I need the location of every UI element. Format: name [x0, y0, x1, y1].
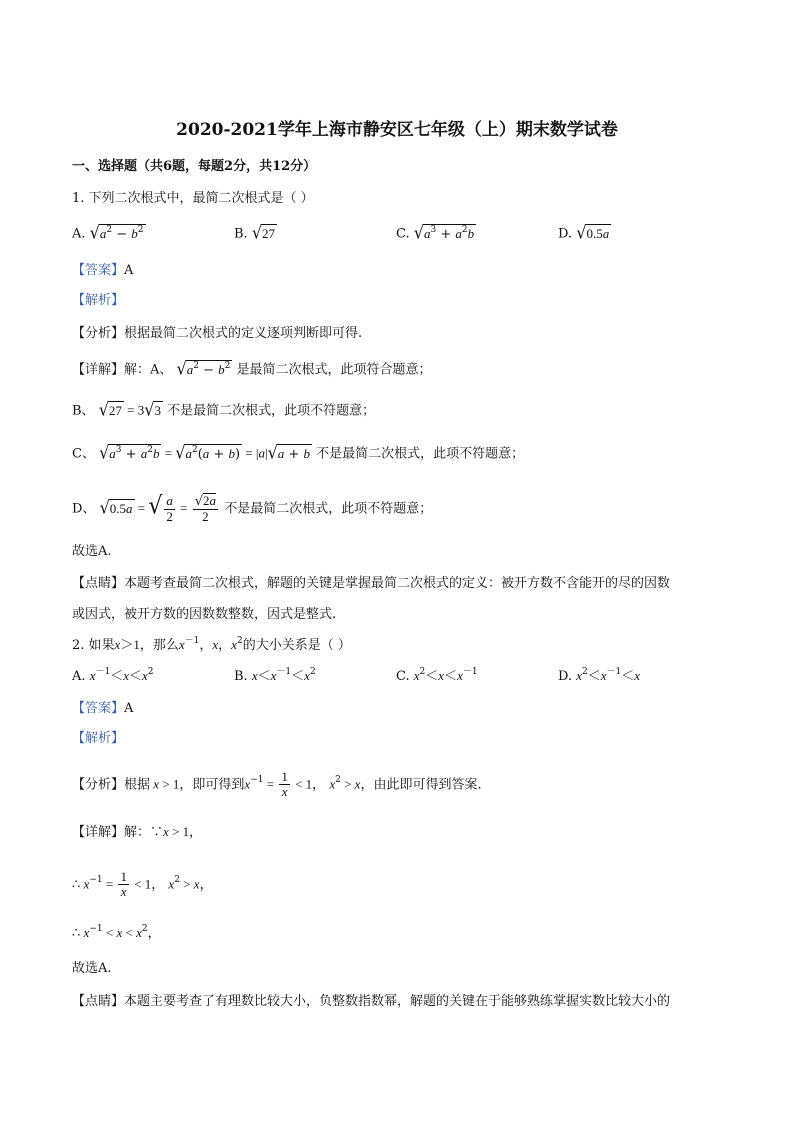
- q1-analysis-tag: 【解析】: [72, 293, 125, 308]
- therefore-symbol-2: ∴: [72, 926, 81, 941]
- q2-conclusion: 故选A.: [72, 961, 112, 976]
- q1-option-d[interactable]: [558, 224, 611, 244]
- q1-option-b[interactable]: [234, 224, 277, 244]
- q2-detail: 【详解】解：∵x > 1，: [72, 824, 203, 840]
- q2-option-a-label: A.: [72, 669, 86, 684]
- sqrt-a-plus-b: √a + b: [267, 442, 310, 463]
- sqrt-3: √3: [144, 399, 161, 420]
- sqrt-0.5a-detail: √0.5a: [99, 497, 133, 518]
- q1-comment-line1: [72, 575, 670, 593]
- q1-line-b-label: B、: [72, 403, 95, 419]
- sqrt-a2-a-plus-b: $√a^2(a + b)$: [175, 442, 241, 463]
- q2-option-d[interactable]: D. $x^2<x^{-1}<x$: [558, 666, 641, 684]
- q1-detail-d: D、 √0.5a = √ $\frac{a}{2}$ = $\frac{√2a}{2}$ 不是最简二次根式，此项不符题意；: [72, 492, 433, 524]
- section-heading: 一、选择题（共6题，每题2分，共12分）: [72, 159, 317, 174]
- q1-detail-b: B、 √27 = 3√3 不是最简二次根式，此项不符题意；: [72, 399, 376, 420]
- comment-tag-2: 【点睛】: [72, 994, 125, 1009]
- q1-line-b-tail: 不是最简二次根式，此项不符题意；: [167, 403, 376, 419]
- q2-answer: [72, 700, 133, 718]
- page-title: 2020-2021学年上海市静安区七年级（上）期末数学试卷: [176, 120, 618, 140]
- q1-option-c[interactable]: [396, 224, 476, 244]
- sqrt-27: √27: [251, 222, 276, 243]
- q2-stem-pre: 2. 如果: [72, 638, 115, 653]
- sqrt-a3-plus-a2b: $√a^3 + a^2b$: [413, 222, 475, 243]
- q2-comment-1: 本题主要考查了有理数比较大小，负整数指数幂，解题的关键在于能够熟练掌握实数比较大小的: [124, 994, 671, 1009]
- q2-therefore-1: ∴ $x^{-1}$ = $\frac{1}{x}$ < 1， $x^2 > x$，: [72, 869, 213, 899]
- q2-fenxi-post: ，由此即可得到答案.: [360, 777, 482, 793]
- sqrt-a2-minus-b2: $√a^2 - b^2$: [89, 222, 144, 243]
- detail-tag: 【详解】: [72, 362, 125, 378]
- q2-fenxi-mid: ，即可得到: [179, 777, 245, 793]
- q1-line-d-tail: 不是最简二次根式，此项不符题意；: [224, 501, 433, 517]
- q1-fenxi-text: 根据最简二次根式的定义逐项判断即可得.: [124, 326, 363, 341]
- q2-detail-intro: 解：∵: [124, 825, 164, 840]
- sqrt2a-over-2: $\frac{√2a}{2}$: [194, 493, 217, 524]
- sqrt-0.5a: √0.5a: [576, 222, 610, 243]
- q2-option-d-label: D.: [558, 669, 573, 684]
- q1-fenxi: [72, 325, 362, 343]
- q2-answer-value: A: [124, 701, 134, 716]
- fenxi-tag-2: 【分析】: [72, 777, 125, 793]
- q2-option-a[interactable]: A. $x^{-1}<x<x^2$: [72, 666, 154, 684]
- q1-answer-value: A: [124, 263, 134, 278]
- q2-option-b-label: B.: [234, 669, 248, 684]
- sqrt-a3-plus-a2b-detail: $√a^3 + a^2b$: [99, 442, 160, 463]
- q1-detail-c: C、 $√a^3 + a^2b = √a^2(a + b) = |a|√a + b$ 不是最简二次根式，此项不符题意；: [72, 442, 525, 463]
- q1-detail-a-tail: 是最简二次根式，此项符合题意；: [236, 362, 432, 378]
- sqrt-a-over-2: √ $\frac{a}{2}$: [148, 492, 173, 524]
- q2-comment-line1: [72, 993, 670, 1011]
- sqrt-27-eq-3sqrt3: √27: [98, 399, 122, 420]
- comment-tag: 【点睛】: [72, 576, 125, 591]
- sqrt-a2-minus-b2-detail: $√a^2 - b^2$: [176, 358, 231, 379]
- q2-therefore-2: ∴ $x^{-1} < x < x^2$，: [72, 923, 161, 941]
- q1-line-c-label: C、: [72, 446, 95, 462]
- q1-detail-intro: 解：A、: [124, 362, 173, 378]
- q2-stem: 2. 如果x＞1，那么$x^{-1}$，x，$x^2$的大小关系是（ ）: [72, 635, 351, 653]
- q1-comment-line2: 或因式，被开方数的因数数整数，因式是整式.: [72, 607, 337, 622]
- q1-option-a-label: A.: [72, 226, 86, 242]
- q2-fenxi-pre: 根据: [124, 777, 151, 793]
- therefore-symbol: ∴: [72, 877, 81, 893]
- q2-option-c[interactable]: C. $x^2<x<x^{-1}$: [396, 666, 478, 684]
- answer-tag: 【答案】: [72, 263, 125, 278]
- q2-stem-post: 的大小关系是（ ）: [242, 638, 351, 653]
- q1-detail-a: [72, 360, 432, 380]
- q1-option-b-label: B.: [234, 226, 248, 242]
- q2-analysis-tag: 【解析】: [72, 731, 125, 746]
- answer-tag-2: 【答案】: [72, 701, 125, 716]
- q2-option-c-label: C.: [396, 669, 410, 684]
- q1-answer: [72, 262, 133, 280]
- q1-line-d-label: D、: [72, 501, 96, 517]
- q1-option-d-label: D.: [558, 226, 573, 242]
- q1-comment-1: 本题考查最简二次根式，解题的关键是掌握最简二次根式的定义：被开方数不含能开的尽的因数: [124, 576, 671, 591]
- q1-line-c-tail: 不是最简二次根式，此项不符题意；: [316, 446, 525, 462]
- fenxi-tag: 【分析】: [72, 326, 125, 341]
- q1-option-a[interactable]: [72, 224, 146, 244]
- detail-tag-2: 【详解】: [72, 825, 125, 840]
- q1-option-c-label: C.: [396, 226, 410, 242]
- q2-fenxi: 【分析】根据 x > 1，即可得到$x^{-1}$ = $\frac{1}{x}$ < 1， $x^2 > x$，由此即可得到答案.: [72, 769, 482, 799]
- q1-stem: 1. 下列二次根式中，最简二次根式是（ ）: [72, 191, 314, 206]
- q2-option-b[interactable]: B. $x<x^{-1}<x^2$: [234, 666, 316, 684]
- q1-conclusion: 故选A.: [72, 544, 112, 559]
